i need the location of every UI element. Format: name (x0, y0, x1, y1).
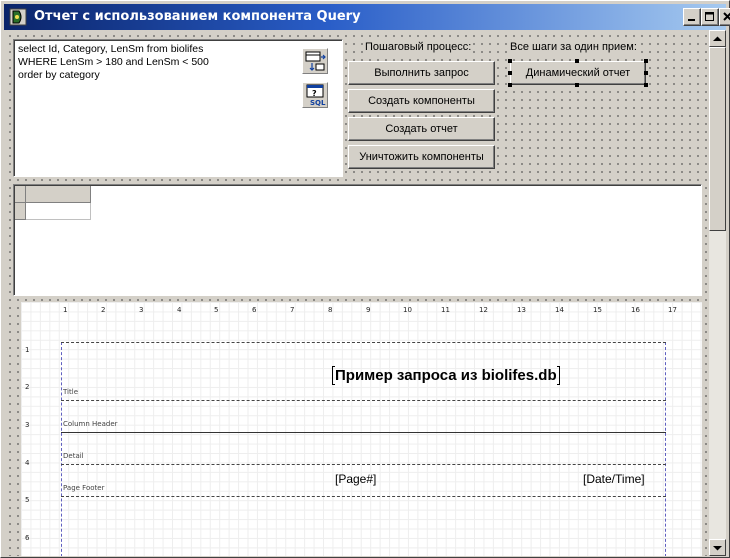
sql-component[interactable] (302, 82, 328, 108)
selection-handle[interactable] (508, 83, 512, 87)
query-component-icon (303, 49, 327, 73)
ruler-top-mark: 7 (290, 306, 295, 314)
ruler-top-mark: 1 (63, 306, 68, 314)
selection-handle[interactable] (508, 59, 512, 63)
page-number-text: [Page#] (335, 472, 377, 486)
selection-handle[interactable] (575, 83, 579, 87)
ruler-top-mark: 2 (101, 306, 106, 314)
ruler-top-mark: 12 (479, 306, 488, 314)
band-boundary (61, 496, 666, 497)
ruler-top-mark: 8 (328, 306, 333, 314)
execute-query-button[interactable]: Выполнить запрос (348, 61, 495, 85)
grid-cell[interactable] (26, 203, 91, 220)
ruler-top-mark: 9 (366, 306, 371, 314)
ruler-top-mark: 13 (517, 306, 526, 314)
page-margin-right (665, 342, 666, 556)
minimize-icon (687, 12, 697, 22)
page-margin-left (61, 342, 62, 556)
close-icon (723, 12, 730, 22)
band-boundary (61, 432, 666, 433)
ruler-left-mark: 2 (25, 383, 30, 391)
ruler-top-mark: 10 (403, 306, 412, 314)
quickreport-designer[interactable] (21, 302, 702, 556)
band-detail-label: Detail (63, 452, 84, 460)
create-report-button[interactable]: Создать отчет (348, 117, 495, 141)
selection-handle[interactable] (644, 71, 648, 75)
ruler-top-mark: 15 (593, 306, 602, 314)
selection-bracket (557, 366, 560, 385)
ruler-left-mark: 6 (25, 534, 30, 542)
selection-handle[interactable] (575, 59, 579, 63)
svg-text:?: ? (312, 89, 317, 98)
band-title-label: Title (63, 388, 79, 396)
ruler-top-mark: 6 (252, 306, 257, 314)
ruler-top-mark: 14 (555, 306, 564, 314)
ruler-left-mark: 5 (25, 496, 30, 504)
delphi-app-icon (9, 8, 27, 26)
scroll-up-button[interactable] (709, 30, 726, 47)
destroy-components-button[interactable]: Уничтожить компоненты (348, 145, 495, 169)
sql-component-icon (303, 83, 327, 107)
vertical-scrollbar[interactable] (709, 30, 726, 556)
grid-row-indicator[interactable] (15, 203, 26, 220)
ruler-top-mark: 16 (631, 306, 640, 314)
maximize-icon (705, 12, 715, 22)
ruler-top-mark: 17 (668, 306, 677, 314)
date-time-field[interactable] (583, 472, 645, 486)
scroll-down-button[interactable] (709, 539, 726, 556)
grid-corner-cell (15, 186, 26, 203)
band-boundary (61, 400, 666, 401)
maximize-button[interactable] (701, 8, 719, 26)
band-column-header-label: Column Header (63, 420, 118, 428)
arrow-up-icon (713, 36, 722, 42)
ruler-left-mark: 1 (25, 346, 30, 354)
ruler-top-mark: 4 (177, 306, 182, 314)
ruler-top-mark: 11 (441, 306, 450, 314)
ruler-left-mark: 3 (25, 421, 30, 429)
db-grid[interactable] (13, 184, 702, 296)
grid-column-header[interactable] (26, 186, 91, 203)
selection-bracket (332, 366, 335, 385)
window-title: Отчет с использованием компонента Query (34, 9, 361, 24)
date-time-text: [Date/Time] (583, 472, 645, 486)
create-components-button[interactable]: Создать компоненты (348, 89, 495, 113)
dynamic-report-button[interactable]: Динамический отчет (510, 61, 646, 85)
selection-handle[interactable] (508, 71, 512, 75)
band-boundary (61, 464, 666, 465)
band-boundary (61, 342, 666, 343)
scroll-thumb[interactable] (709, 47, 726, 231)
close-button[interactable] (719, 8, 730, 26)
report-title-text: Пример запроса из biolifes.db (335, 367, 557, 384)
band-page-footer-label: Page Footer (63, 484, 105, 492)
report-title-label[interactable] (335, 367, 557, 384)
form-client-area (4, 30, 709, 556)
ruler-top-mark: 3 (139, 306, 144, 314)
query-component[interactable] (302, 48, 328, 74)
svg-text:SQL: SQL (310, 99, 326, 107)
stepwise-label: Пошаговый процесс: (365, 41, 472, 53)
sql-query-memo[interactable]: select Id, Category, LenSm from biolifes WHERE LenSm > 180 and LenSm < 500 order by category (13, 39, 343, 177)
arrow-down-icon (713, 545, 722, 551)
selection-handle[interactable] (644, 59, 648, 63)
minimize-button[interactable] (683, 8, 701, 26)
title-bar[interactable] (4, 4, 726, 30)
all-steps-label: Все шаги за один прием: (510, 41, 637, 53)
page-number-field[interactable] (335, 472, 376, 486)
ruler-top-mark: 5 (214, 306, 219, 314)
ruler-left-mark: 4 (25, 459, 30, 467)
selection-handle[interactable] (644, 83, 648, 87)
